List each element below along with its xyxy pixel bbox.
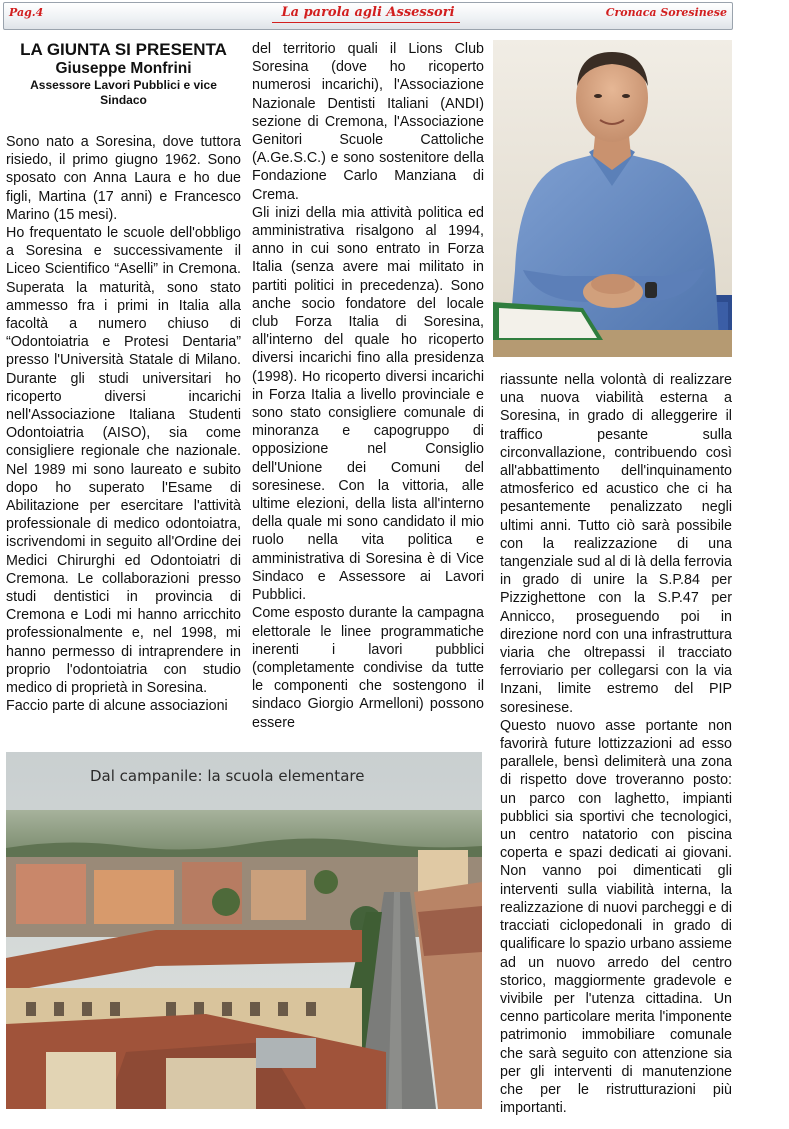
paragraph: Come esposto durante la campagna elettorale le linee programmatiche inerenti i lavori pubblici (completamente condivise da tutte le componenti che sostengono il sindaco Giorgio Armelloni) possono essere <box>252 605 484 731</box>
section-title: La parola agli Assessori <box>281 5 455 20</box>
assessor-name: Giuseppe Monfrini <box>55 60 192 77</box>
bell-tower-view-photo <box>6 752 482 1109</box>
assessor-portrait-photo <box>493 40 732 357</box>
article-title-block <box>6 40 241 108</box>
publication-name: Cronaca Soresinese <box>605 6 727 19</box>
paragraph: Ho frequentato le scuole dell'obbligo a Soresina e successivamente il Liceo Scientifico “Aselli” in Cremona. Superata la maturità, sono stato ammesso fra i primi in Italia alla facoltà a numero chiuso di “Odontoiatria e Protesi Dentaria” presso l'Università Statale di Milano. Durante gli studi universitari ho ricoperto diversi incarichi nell'Associazione Italiana Studenti Odontoiatria (AISO), sia come consigliere regionale che nazionale. Nel 1989 mi sono laureato e subito dopo ho superato l'Esame di Abilitazione per esercitare l'attività professionale di medico odontoiatra, iscrivendomi in seguito all'Ordine dei Medici Chirurghi ed Odontoiatri di Cremona. Le collaborazioni presso studi dentistici in provincia di Cremona e Lodi mi hanno arricchito professionalmente e, nel 1998, mi hanno permesso di intraprendere in proprio l'odontoiatria con studio medico di proprietà in Soresina. <box>6 225 241 697</box>
paragraph: Questo nuovo asse portante non favorirà future lottizzazioni ad esso parallele, bensì delimiterà una zona di rispetto dove troveranno posto: un parco con laghetto, impianti pubblici sia sportivi che tecnologici, un centro natatorio con piscina coperta e spazi dedicati ai giovani. Non vanno poi dimenticati gli interventi sulla viabilità interna, la realizzazione di nuovi parcheggi e di tracciati ciclopedonali in grado di qualificare lo spazio urbano assieme ad un nuovo arredo del centro storico, maggiormente gradevole e vivibile per l'utenza cittadina. Un cenno particolare merita l'imponente patrimonio immobiliare comunale che sarà seguito con attenzione sia per gli interventi di manutenzione che per le ristrutturazioni più importanti. <box>500 717 732 1117</box>
paragraph: Gli inizi della mia attività politica ed amministrativa risalgono al 1994, anno in cui sono entrato in Forza Italia (senza avere mai militato in partiti politici in precedenza). Sono anche socio fondatore del locale club Forza Italia di Soresina, all'interno del quale ho ricoperto diversi incarichi fino alla presidenza (1998). Ho ricoperto diversi incarichi in Forza Italia a livello provinciale e sono stato consigliere comunale di minoranza e capogruppo di opposizione nel Consiglio dell'Unione dei Comuni del soresinese. Con la vittoria, alle ultime elezioni, della lista all'interno della quale mi sono candidato il mio ruolo nella vita politica e amministrativa di Soresina è di Vice Sindaco e Assessore ai Lavori Pubblici. <box>252 204 484 604</box>
photo-caption: Dal campanile: la scuola elementare <box>90 767 365 785</box>
paragraph: del territorio quali il Lions Club Soresina (dove ho ricoperto numerosi incarichi), l'Associazione Nazionale Dentisti Italiani (ANDI) sezione di Cremona, l'Associazione Genitori Scuole Cattoliche (A.Ge.S.C.) e sono sostenitore della Fondazione Carlo Manziana di Crema. <box>252 41 484 203</box>
paragraph: Faccio parte di alcune associazioni <box>6 698 228 715</box>
page-number: Pag.4 <box>9 6 44 19</box>
page-header <box>3 2 733 30</box>
portrait-illustration <box>493 40 732 357</box>
paragraph: Sono nato a Soresina, dove tuttora risiedo, il primo giugno 1962. Sono sposato con Anna Laura e ho due figli, Martina (17 anni) e Francesco Marino (15 mesi). <box>6 134 241 223</box>
aerial-town-illustration <box>6 752 482 1109</box>
article-column-3 <box>500 371 732 1127</box>
article-column-1 <box>6 40 241 746</box>
section-title-underline <box>272 22 460 23</box>
assessor-role: Assessore Lavori Pubblici e vice Sindaco <box>30 78 217 107</box>
paragraph: riassunte nella volontà di realizzare una nuova viabilità esterna a Soresina, in grado di alleggerire il traffico pesante sulla circonvallazione, contribuendo così all'abbattimento dell'inquinamento atmosferico ed acustico che ci ha pesantemente penalizzato negli ultimi anni. Tutto ciò sarà possibile con la realizzazione di una tangenziale sud al di là della ferrovia in grado di unire la S.P.84 per Pizzighettone con la S.P.47 per Annicco, proseguendo poi in direzione nord con una infrastruttura viaria che oltrepassi il tracciato ferroviario per collegarsi con la via Inzani, limite estremo del PIP soresinese. <box>500 372 732 716</box>
article-headline: LA GIUNTA SI PRESENTA <box>20 40 227 59</box>
article-column-2 <box>252 40 484 746</box>
